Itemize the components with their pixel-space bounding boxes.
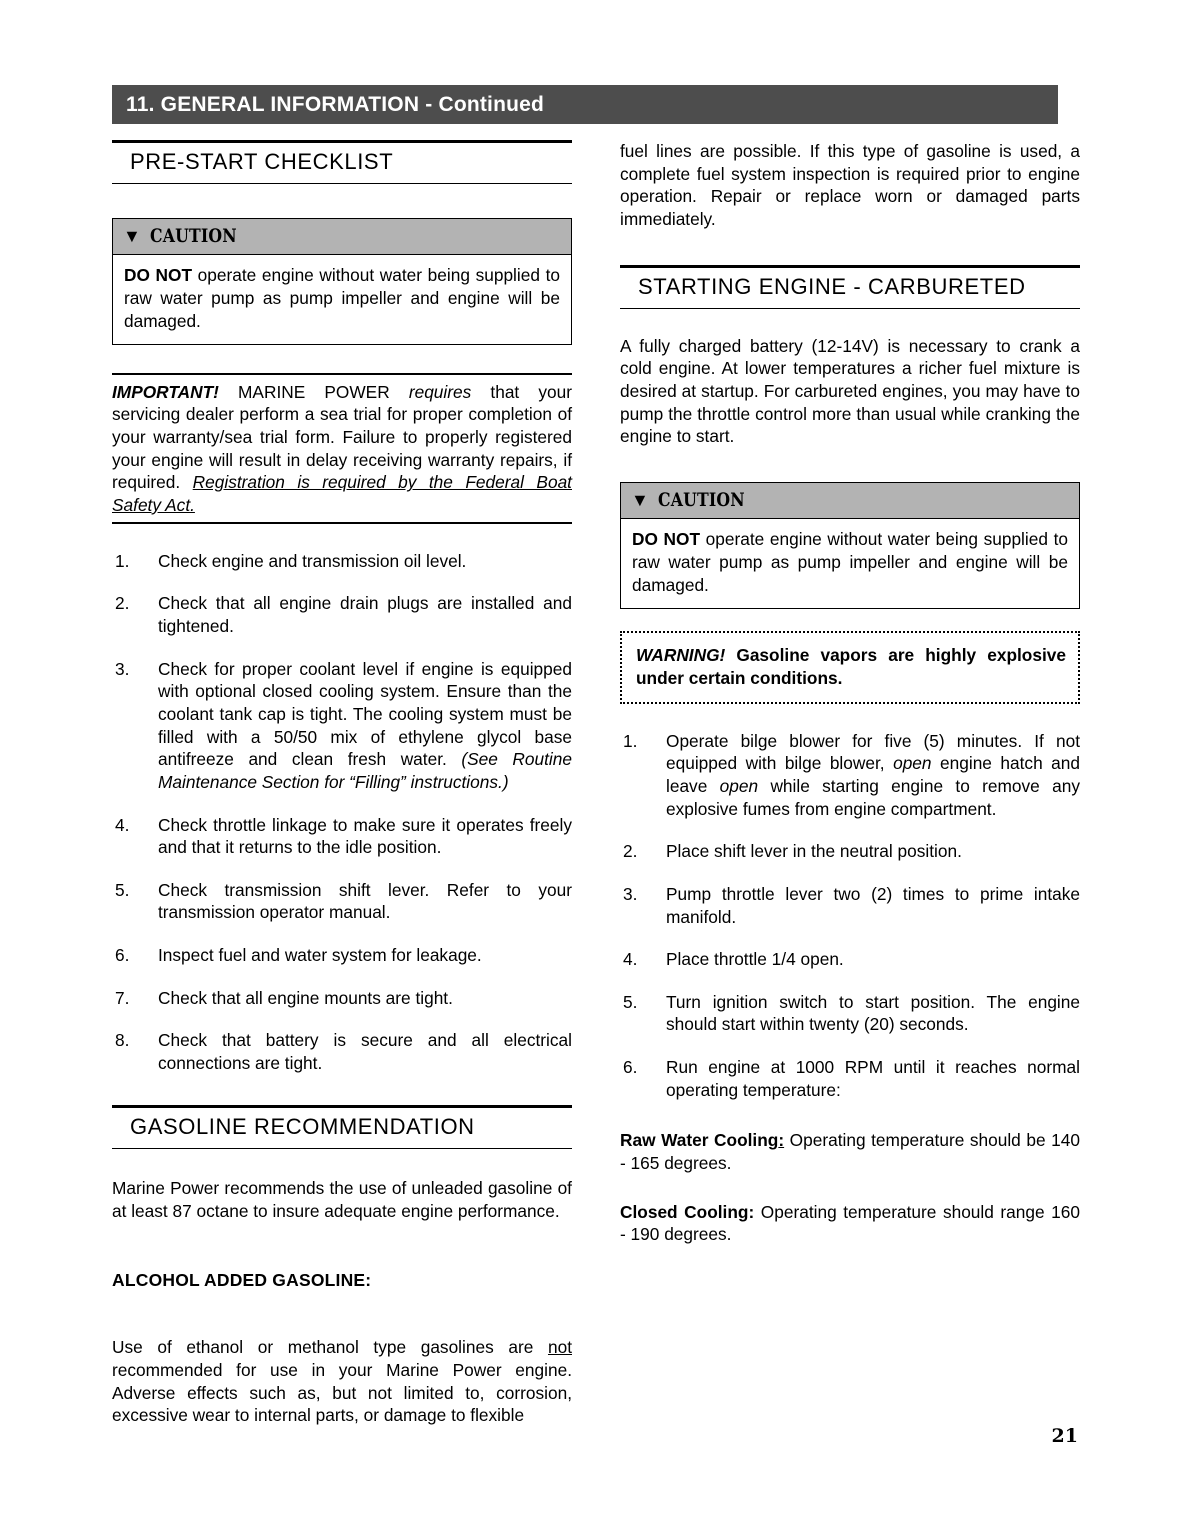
list-item (112, 987, 572, 1010)
raw-water-cooling-colon: : (778, 1130, 785, 1151)
list-item (620, 883, 1080, 928)
caution-box-right (620, 482, 1080, 608)
closed-cooling-heading: Closed Cooling: (620, 1201, 755, 1222)
caution-header (621, 483, 1079, 519)
warning-triangle-icon: ▼ (123, 226, 141, 247)
alcohol-added-gasoline-heading: ALCOHOL ADDED GASOLINE: (112, 1269, 372, 1290)
list-item-number: 7. (115, 987, 130, 1008)
list-item (112, 592, 572, 637)
section-heading-label: PRE-START CHECKLIST (130, 149, 394, 174)
list-item-number: 4. (115, 814, 130, 835)
pre-start-checklist (112, 550, 572, 1075)
important-lead: IMPORTANT! (112, 381, 219, 402)
continued-paragraph: fuel lines are possible. If this type of gasoline is used, a complete fuel system inspection is required prior to engine operation. Repair or replace worn or damaged parts immediately. (620, 141, 1080, 229)
list-item-number: 8. (115, 1030, 130, 1051)
list-item (112, 944, 572, 967)
list-item (112, 879, 572, 924)
list-item-text-3: while starting engine to remove any explosive fumes from engine compartment. (666, 775, 1080, 819)
starting-engine-intro-paragraph: A fully charged battery (12-14V) is necessary to crank a cold engine. At lower temperatures a richer fuel mixture is desired at startup. For carbureted engines, you may have to pump the throttle control more than usual while cranking the engine to start. (620, 335, 1080, 447)
warning-box (620, 631, 1080, 704)
list-item-text: Check that all engine drain plugs are installed and tightened. (158, 593, 572, 636)
section-heading-pre-start-checklist (112, 140, 572, 184)
list-item-number: 5. (623, 991, 638, 1012)
right-column (620, 140, 1080, 1246)
list-item-text: Check that all engine mounts are tight. (158, 987, 453, 1008)
warning-triangle-icon: ▼ (631, 490, 649, 511)
important-text-1: MARINE POWER (218, 381, 409, 402)
page-header-bar (112, 85, 1058, 124)
caution-bold-lead: DO NOT (124, 265, 193, 286)
list-item-italic-1: open (893, 753, 932, 774)
raw-water-cooling-text: Operating temperature should be 140 - 165 degrees. (620, 1130, 1080, 1174)
list-item-number: 1. (115, 550, 130, 571)
warning-lead: WARNING! (636, 644, 726, 665)
important-italic-2: Registration is required by the Federal Boat Safety Act. (112, 472, 572, 515)
alcohol-text-1: Use of ethanol or methanol type gasolines are (112, 1337, 548, 1358)
list-item-number: 4. (623, 949, 638, 970)
caution-label: CAUTION (657, 489, 745, 512)
list-item-text: Place throttle 1/4 open. (666, 949, 844, 970)
gasoline-recommendation-paragraph: Marine Power recommends the use of unleaded gasoline of at least 87 octane to insure adequate engine performance. (112, 1177, 572, 1221)
section-heading-starting-engine-carbureted (620, 265, 1080, 309)
list-item-text: Place shift lever in the neutral position. (666, 841, 962, 862)
list-item (620, 991, 1080, 1036)
caution-bold-lead: DO NOT (632, 529, 701, 550)
list-item-number: 6. (623, 1057, 638, 1078)
section-heading-gasoline-recommendation (112, 1105, 572, 1149)
raw-water-cooling-paragraph (620, 1129, 1080, 1174)
list-item-italic-2: open (719, 775, 759, 796)
raw-water-cooling-heading: Raw Water Cooling (620, 1130, 779, 1151)
list-item-text: Check transmission shift lever. Refer to your transmission operator manual. (158, 879, 572, 923)
list-item-text: Run engine at 1000 RPM until it reaches normal operating temperature: (666, 1057, 1080, 1100)
important-notice-text (112, 381, 572, 517)
list-item-number: 3. (115, 658, 130, 679)
list-item-text: Check for proper coolant level if engine is equipped with optional closed cooling system. Ensure than the coolant tank cap is tight. The cooling system must be filled with a 50/50 mix of ethylene glycol base antifreeze and clean fresh water. (158, 658, 572, 770)
caution-body-text: operate engine without water being supplied to raw water pump as pump impeller and engine will be damaged. (632, 529, 1068, 595)
alcohol-underlined-not: not (547, 1337, 572, 1358)
list-item (112, 1029, 572, 1074)
caution-body-text: operate engine without water being supplied to raw water pump as pump impeller and engine will be damaged. (124, 265, 560, 331)
list-item-text: Inspect fuel and water system for leakage. (158, 945, 482, 966)
important-text-2: that your servicing dealer perform a sea trial for proper completion of your warranty/sea trial form. Failure to properly registered your engine will result in delay receiving warranty repairs, if required. (112, 381, 572, 493)
list-item-italic-tail: (See Routine Maintenance Section for “Filling” instructions.) (158, 749, 572, 792)
list-item (620, 730, 1080, 821)
list-item-number: 3. (623, 883, 638, 904)
list-item-text: Check throttle linkage to make sure it operates freely and that it returns to the idle position. (158, 814, 572, 858)
list-item (112, 814, 572, 859)
list-item (620, 840, 1080, 863)
list-item-text: Check that battery is secure and all electrical connections are tight. (158, 1030, 572, 1074)
warning-body-text: Gasoline vapors are highly explosive under certain conditions. (636, 644, 1066, 688)
caution-body (113, 255, 571, 343)
left-column (112, 140, 572, 1427)
list-item-number: 5. (115, 879, 130, 900)
section-heading-label: STARTING ENGINE - CARBURETED (638, 273, 1026, 299)
important-italic-1: requires (408, 381, 472, 402)
section-heading-label: GASOLINE RECOMMENDATION (130, 1113, 475, 1139)
caution-box-left (112, 218, 572, 344)
caution-body (621, 519, 1079, 607)
page-header-title: 11. GENERAL INFORMATION - Continued (126, 92, 545, 116)
list-item-text: Operate bilge blower for five (5) minutes. If not equipped with bilge blower, (666, 730, 1080, 774)
list-item-number: 2. (115, 593, 130, 614)
starting-engine-steps (620, 730, 1080, 1102)
caution-header (113, 219, 571, 255)
list-item-number: 1. (623, 730, 638, 751)
list-item-text: Turn ignition switch to start position. The engine should start within twenty (20) seconds. (666, 991, 1080, 1035)
list-item-number: 2. (623, 841, 638, 862)
caution-label: CAUTION (149, 225, 237, 248)
list-item (112, 550, 572, 573)
list-item-number: 6. (115, 945, 130, 966)
list-item (620, 1056, 1080, 1101)
list-item-text: Pump throttle lever two (2) times to prime intake manifold. (666, 883, 1080, 927)
list-item-text: Check engine and transmission oil level. (158, 550, 467, 571)
alcohol-gasoline-paragraph (112, 1336, 572, 1427)
list-item-text-2: engine hatch and leave (666, 753, 1080, 796)
page-number: 21 (1051, 1425, 1078, 1447)
important-notice-block (112, 373, 572, 524)
alcohol-text-2: recommended for use in your Marine Power engine. Adverse effects such as, but not limited to, corrosion, excessive wear to internal parts, or damage to flexible (112, 1359, 572, 1426)
list-item (620, 948, 1080, 971)
list-item (112, 658, 572, 794)
closed-cooling-text: Operating temperature should range 160 - 190 degrees. (620, 1201, 1080, 1245)
closed-cooling-paragraph (620, 1201, 1080, 1246)
